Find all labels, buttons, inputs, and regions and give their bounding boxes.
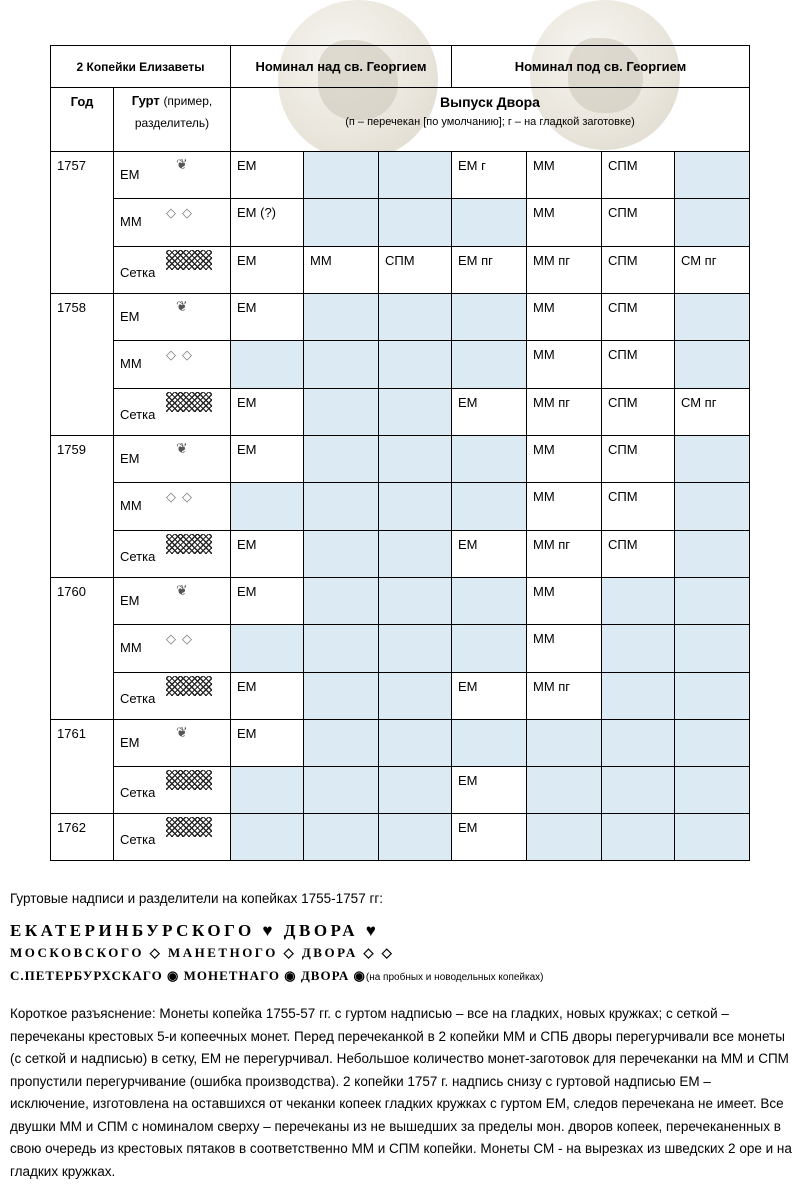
gurt-cell bbox=[114, 578, 231, 625]
gurt-cell bbox=[114, 389, 231, 436]
mint-cell bbox=[675, 199, 750, 247]
year-cell: 1760 bbox=[51, 578, 114, 720]
mint-cell bbox=[231, 483, 304, 531]
mint-cell: ЕМ bbox=[452, 531, 527, 578]
leaf-separator-icon: ❦ bbox=[176, 440, 188, 456]
table-row bbox=[51, 199, 750, 247]
mint-cell bbox=[379, 199, 452, 247]
mint-cell bbox=[231, 767, 304, 814]
mint-cell: ЕМ bbox=[231, 578, 304, 625]
mint-cell bbox=[304, 814, 379, 861]
mint-cell bbox=[304, 436, 379, 483]
mint-cell bbox=[379, 814, 452, 861]
table-row bbox=[51, 673, 750, 720]
mint-cell bbox=[452, 578, 527, 625]
mint-cell: СПМ bbox=[602, 247, 675, 294]
table-row bbox=[51, 531, 750, 578]
mint-cell: ЕМ bbox=[231, 389, 304, 436]
year-cell: 1758 bbox=[51, 294, 114, 436]
mint-cell bbox=[452, 436, 527, 483]
table-row bbox=[51, 814, 750, 861]
mint-cell bbox=[675, 531, 750, 578]
mint-cell: СПМ bbox=[602, 436, 675, 483]
gurt-label: ММ bbox=[120, 356, 142, 371]
mint-cell bbox=[231, 814, 304, 861]
gurt-cell bbox=[114, 625, 231, 673]
mint-cell bbox=[379, 389, 452, 436]
mint-cell bbox=[304, 294, 379, 341]
mint-cell bbox=[675, 767, 750, 814]
gurt-label: ЕМ bbox=[120, 309, 140, 324]
mint-cell bbox=[379, 152, 452, 199]
mint-cell bbox=[452, 483, 527, 531]
mint-cell bbox=[452, 294, 527, 341]
mint-cell bbox=[675, 578, 750, 625]
gurt-label: ММ bbox=[120, 498, 142, 513]
mint-cell bbox=[602, 767, 675, 814]
mint-cell: ММ bbox=[527, 199, 602, 247]
mint-cell bbox=[231, 341, 304, 389]
mint-cell: ММ пг bbox=[527, 389, 602, 436]
gurt-cell bbox=[114, 152, 231, 199]
mint-cell: ЕМ bbox=[452, 673, 527, 720]
leaf-separator-icon: ❦ bbox=[176, 582, 188, 598]
gurt-cell bbox=[114, 814, 231, 861]
mint-cell bbox=[304, 673, 379, 720]
mint-cell bbox=[452, 720, 527, 767]
mint-cell bbox=[304, 152, 379, 199]
year-cell: 1761 bbox=[51, 720, 114, 814]
mint-cell bbox=[379, 767, 452, 814]
mint-cell: СПМ bbox=[379, 247, 452, 294]
mint-cell bbox=[379, 531, 452, 578]
leaf-separator-icon: ❦ bbox=[176, 298, 188, 314]
mint-cell bbox=[675, 673, 750, 720]
inscription-ekaterinburg: ЕКАТЕРИНБУРСКОГО ♥ ДВОРА ♥ bbox=[10, 921, 380, 940]
gurt-cell bbox=[114, 720, 231, 767]
mint-cell bbox=[379, 483, 452, 531]
mint-cell bbox=[304, 199, 379, 247]
table-row bbox=[51, 152, 750, 199]
year-cell: 1762 bbox=[51, 814, 114, 861]
mint-cell bbox=[452, 625, 527, 673]
dot-separator-icon: ◇◇ bbox=[166, 489, 198, 504]
mint-cell bbox=[231, 625, 304, 673]
header-mint-sub: (п – перечекан [по умолчанию]; г – на гладкой заготовке) bbox=[345, 116, 635, 128]
mint-cell: ЕМ (?) bbox=[231, 199, 304, 247]
table-row bbox=[51, 625, 750, 673]
mint-cell: ЕМ г bbox=[452, 152, 527, 199]
header-gurt bbox=[114, 88, 231, 152]
gurt-label: ЕМ bbox=[120, 451, 140, 466]
mint-cell bbox=[304, 625, 379, 673]
mint-table bbox=[50, 45, 750, 861]
header-denomination-bottom: Номинал под св. Георгием bbox=[452, 46, 750, 88]
mint-cell bbox=[527, 767, 602, 814]
mint-cell bbox=[304, 767, 379, 814]
mint-cell: СПМ bbox=[602, 199, 675, 247]
mint-cell bbox=[452, 199, 527, 247]
mint-cell: ММ пг bbox=[527, 247, 602, 294]
mint-cell bbox=[379, 578, 452, 625]
mint-cell: ЕМ bbox=[231, 531, 304, 578]
gurt-label: ЕМ bbox=[120, 735, 140, 750]
table-row bbox=[51, 436, 750, 483]
inscription-petersburg-text: С.ПЕТЕРБУРХСКАГО ◉ МОНЕТНАГО ◉ ДВОРА ◉ bbox=[10, 968, 366, 983]
mint-cell bbox=[602, 814, 675, 861]
mint-cell bbox=[304, 531, 379, 578]
mint-cell: СПМ bbox=[602, 483, 675, 531]
mint-cell bbox=[675, 436, 750, 483]
mint-cell bbox=[675, 294, 750, 341]
mint-cell bbox=[304, 389, 379, 436]
table-row bbox=[51, 389, 750, 436]
mint-cell bbox=[675, 483, 750, 531]
mesh-edge-icon bbox=[166, 676, 212, 699]
gurt-cell bbox=[114, 767, 231, 814]
dot-separator-icon: ◇◇ bbox=[166, 347, 198, 362]
leaf-separator-icon: ❦ bbox=[176, 724, 188, 740]
mint-cell: СПМ bbox=[602, 294, 675, 341]
mint-cell bbox=[527, 720, 602, 767]
mesh-edge-icon bbox=[166, 250, 212, 273]
mint-cell bbox=[602, 578, 675, 625]
mint-cell bbox=[602, 625, 675, 673]
mesh-edge-icon bbox=[166, 392, 212, 415]
inscription-note: (на пробных и новодельных копейках) bbox=[365, 972, 544, 983]
mint-cell bbox=[304, 341, 379, 389]
table-row bbox=[51, 767, 750, 814]
mint-cell: СПМ bbox=[602, 341, 675, 389]
leaf-separator-icon: ❦ bbox=[176, 156, 188, 172]
dot-separator-icon: ◇◇ bbox=[166, 205, 198, 220]
mint-cell bbox=[379, 436, 452, 483]
mint-cell: ЕМ bbox=[231, 720, 304, 767]
mint-cell bbox=[675, 720, 750, 767]
gurt-cell bbox=[114, 199, 231, 247]
gurt-label: ММ bbox=[120, 640, 142, 655]
table-row bbox=[51, 578, 750, 625]
header-mint-label: Выпуск Двора bbox=[440, 94, 540, 110]
inscription-moscow: МОСКОВСКОГО ◇ МАНЕТНОГО ◇ ДВОРА ◇ ◇ bbox=[10, 945, 395, 960]
mint-cell: ММ bbox=[527, 578, 602, 625]
mint-cell bbox=[379, 720, 452, 767]
table-title: 2 Копейки Елизаветы bbox=[51, 46, 231, 88]
mint-cell bbox=[675, 625, 750, 673]
mint-cell: ММ bbox=[527, 625, 602, 673]
gurt-label: ММ bbox=[120, 214, 142, 229]
mint-cell bbox=[675, 341, 750, 389]
gurt-cell bbox=[114, 673, 231, 720]
gurt-label: Сетка bbox=[120, 785, 156, 800]
year-cell: 1757 bbox=[51, 152, 114, 294]
gurt-label: Сетка bbox=[120, 832, 156, 847]
mint-cell bbox=[379, 341, 452, 389]
mesh-edge-icon bbox=[166, 817, 212, 840]
gurt-cell bbox=[114, 294, 231, 341]
gurt-cell bbox=[114, 247, 231, 294]
mint-cell: ЕМ bbox=[231, 152, 304, 199]
header-mint bbox=[231, 88, 750, 152]
mint-cell: ММ bbox=[527, 436, 602, 483]
header-denomination-top: Номинал над св. Георгием bbox=[231, 46, 452, 88]
gurt-label: Сетка bbox=[120, 265, 156, 280]
mint-cell: СМ пг bbox=[675, 247, 750, 294]
mint-cell: ЕМ пг bbox=[452, 247, 527, 294]
mint-cell: ЕМ bbox=[231, 436, 304, 483]
gurt-cell bbox=[114, 436, 231, 483]
mint-cell bbox=[304, 483, 379, 531]
gurt-label: Сетка bbox=[120, 549, 156, 564]
mesh-edge-icon bbox=[166, 534, 212, 557]
mint-cell: ММ пг bbox=[527, 531, 602, 578]
mint-cell bbox=[675, 152, 750, 199]
mint-cell: ЕМ bbox=[231, 673, 304, 720]
mint-cell: ММ bbox=[304, 247, 379, 294]
mint-cell bbox=[527, 814, 602, 861]
mint-cell bbox=[304, 578, 379, 625]
gurt-label: ЕМ bbox=[120, 167, 140, 182]
table-row bbox=[51, 341, 750, 389]
mint-cell bbox=[379, 673, 452, 720]
mint-cell: ММ bbox=[527, 341, 602, 389]
mint-cell bbox=[602, 673, 675, 720]
header-gurt-sub1: (пример, bbox=[163, 94, 213, 108]
mint-cell bbox=[304, 720, 379, 767]
mint-cell: ЕМ bbox=[452, 814, 527, 861]
mint-cell: ММ bbox=[527, 152, 602, 199]
legend-title: Гуртовые надписи и разделители на копейках 1755-1757 гг: bbox=[10, 891, 384, 906]
mint-cell: СПМ bbox=[602, 389, 675, 436]
gurt-label: ЕМ bbox=[120, 593, 140, 608]
header-gurt-label: Гурт bbox=[131, 93, 160, 108]
year-cell: 1759 bbox=[51, 436, 114, 578]
dot-separator-icon: ◇◇ bbox=[166, 631, 198, 646]
gurt-cell bbox=[114, 531, 231, 578]
inscription-petersburg bbox=[10, 968, 544, 984]
gurt-label: Сетка bbox=[120, 691, 156, 706]
mint-cell: ММ bbox=[527, 483, 602, 531]
mint-cell: ММ bbox=[527, 294, 602, 341]
gurt-cell bbox=[114, 341, 231, 389]
mint-cell bbox=[379, 625, 452, 673]
table-row bbox=[51, 483, 750, 531]
mint-cell: ЕМ bbox=[231, 247, 304, 294]
mint-cell: ЕМ bbox=[231, 294, 304, 341]
table-row bbox=[51, 247, 750, 294]
gurt-cell bbox=[114, 483, 231, 531]
table-row bbox=[51, 720, 750, 767]
mint-cell bbox=[675, 814, 750, 861]
mint-cell: ЕМ bbox=[452, 389, 527, 436]
mint-cell: СМ пг bbox=[675, 389, 750, 436]
header-year: Год bbox=[51, 88, 114, 152]
mint-cell: СПМ bbox=[602, 531, 675, 578]
mint-cell: СПМ bbox=[602, 152, 675, 199]
mesh-edge-icon bbox=[166, 770, 212, 793]
mint-cell bbox=[602, 720, 675, 767]
mint-cell: ЕМ bbox=[452, 767, 527, 814]
table-row bbox=[51, 294, 750, 341]
mint-cell bbox=[379, 294, 452, 341]
gurt-label: Сетка bbox=[120, 407, 156, 422]
mint-cell: ММ пг bbox=[527, 673, 602, 720]
header-gurt-sub2: разделитель) bbox=[134, 116, 210, 130]
mint-cell bbox=[452, 341, 527, 389]
explanation-text: Короткое разъяснение: Монеты копейка 1755-57 гг. с гуртом надписью – все на гладких, новых кружках; с сеткой –перечеканы крестовых 5-и копеечных монет. Перед перечеканкой в 2 копейки ММ и СПБ дворы перегурчивали все монеты (с сеткой и надписью) в сетку, ЕМ не перегурчивал. Небольшое количество монет-заготовок для перечеканки на ММ и СПМ пропустили перегурчивание (ошибка производства). 2 копейки 1757 г. надпись снизу с гуртовой надписью ЕМ – исключение, изготовлена на оставшихся от чеканки копеек гладких кружках с гуртом ЕМ, следов перечекана не имеет. Все двушки ММ и СПМ с номиналом сверху – перечеканы из не вышедших за пределы мон. дворов копеек, перечеканенных в свою очередь из крестовых пятаков в соответственно ММ и СПМ копейки. Монеты СМ - на вырезках из шведских 2 оре и на гладких кружках. bbox=[10, 1006, 792, 1179]
